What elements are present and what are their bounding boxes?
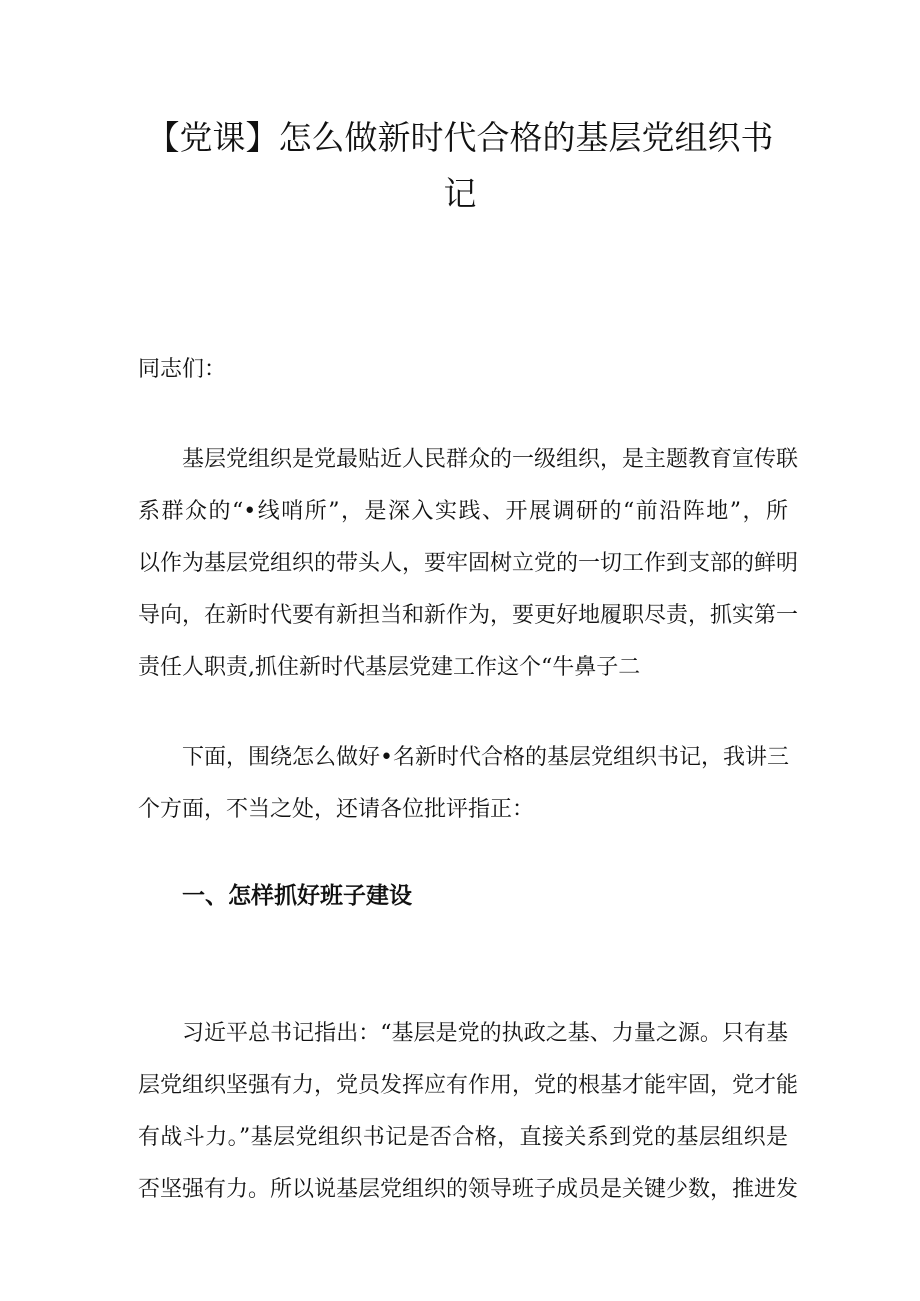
- paragraph-line: 层党组织坚强有力，党员发挥应有作用，党的根基才能牢固，党才能: [138, 1073, 799, 1098]
- paragraph-line: 下面，围绕怎么做好•名新时代合格的基层党组织书记，我讲三: [182, 745, 789, 770]
- section-heading: 一、怎样抓好班子建设: [182, 883, 412, 909]
- paragraph-line: 习近平总书记指出：“基层是党的执政之基、力量之源。只有基: [182, 1021, 788, 1046]
- paragraph-line: 个方面，不当之处，还请各位批评指正：: [138, 797, 535, 822]
- paragraph-line: 导向，在新时代要有新担当和新作为，要更好地履职尽责，抓实第一: [138, 603, 799, 628]
- paragraph-line: 有战斗力。”基层党组织书记是否合格，直接关系到党的基层组织是: [138, 1125, 788, 1150]
- paragraph-line: 系群众的“•线哨所”，是深入实践、开展调研的“前沿阵地”，所: [138, 499, 788, 524]
- paragraph-outline: [138, 732, 788, 836]
- paragraph-line: 以作为基层党组织的带头人，要牢固树立党的一切工作到支部的鲜明: [138, 551, 799, 576]
- paragraph-line: 责任人职责,抓住新时代基层党建工作这个“牛鼻子二: [138, 655, 641, 680]
- paragraph-section-one: [138, 1008, 799, 1216]
- document-title-line1: 【党课】怎么做新时代合格的基层党组织书: [146, 118, 774, 157]
- salutation: 同志们：: [138, 357, 227, 382]
- document-title-line2: 记: [443, 174, 477, 213]
- paragraph-line: 否坚强有力。所以说基层党组织的领导班子成员是关键少数，推进发: [138, 1177, 799, 1202]
- paragraph-line: 基层党组织是党最贴近人民群众的一级组织，是主题教育宣传联: [182, 447, 799, 472]
- paragraph-intro: [138, 434, 799, 694]
